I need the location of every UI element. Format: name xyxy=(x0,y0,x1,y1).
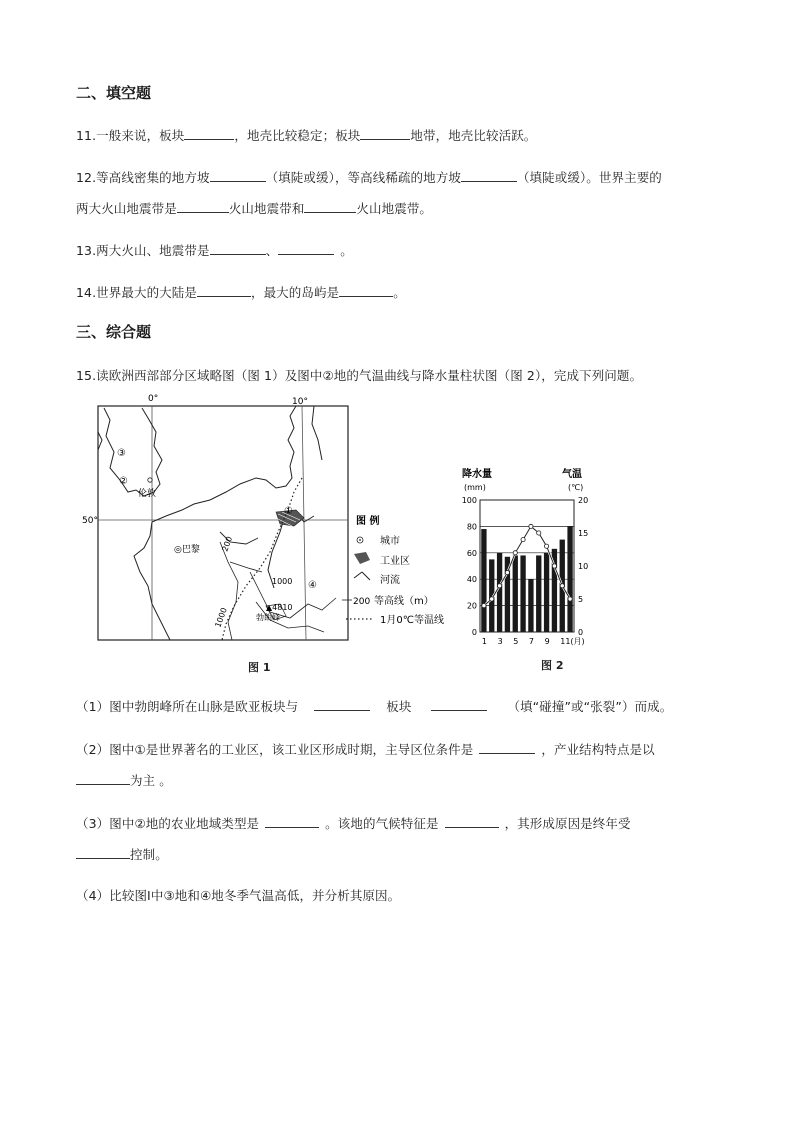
london-label: 伦敦 xyxy=(138,489,157,499)
temperature-point xyxy=(529,524,533,528)
section-fill-title: 二、填空题 xyxy=(76,84,152,102)
temperature-point xyxy=(490,597,494,601)
legend-industry-label: 工业区 xyxy=(380,556,410,567)
y-tick-right: 0 xyxy=(578,628,584,637)
temperature-point xyxy=(537,531,541,535)
answer-blank[interactable] xyxy=(479,742,535,754)
legend-river-label: 河流 xyxy=(380,575,400,586)
question-15-intro: 15.读欧洲西部部分区域略图（图 1）及图中②地的气温曲线与降水量柱状图（图 2），完成下列问题。 xyxy=(76,368,643,383)
answer-blank[interactable] xyxy=(339,285,393,297)
temperature-point xyxy=(513,551,517,555)
x-tick-label: 9 xyxy=(544,637,550,646)
paris-label: ◎巴黎 xyxy=(174,545,200,555)
coast-scandinavia xyxy=(312,406,322,460)
legend-river-icon xyxy=(354,572,370,580)
sub-question-2-line2: 为主 。 xyxy=(76,771,172,789)
question-11: 11.一般来说，板块 ，地壳比较稳定；板块 地带，地壳比较活跃。 xyxy=(76,128,537,143)
section-comprehensive-title: 三、综合题 xyxy=(76,323,152,341)
temperature-point xyxy=(521,538,525,542)
temperature-point xyxy=(497,584,501,588)
y-tick-right: 20 xyxy=(578,496,589,505)
legend-isotherm-label: 1月0℃等温线 xyxy=(380,615,444,626)
y-tick-right: 15 xyxy=(578,529,589,538)
y-tick-left: 40 xyxy=(466,575,477,585)
figure-2-caption: 图 2 xyxy=(541,659,564,672)
y-tick-left: 80 xyxy=(466,522,477,532)
x-tick-label: 11(月) xyxy=(560,637,585,646)
answer-blank[interactable] xyxy=(76,847,130,859)
temperature-point xyxy=(568,597,572,601)
temperature-point xyxy=(552,564,556,568)
sub-question-1: （1）图中勃朗峰所在山脉是欧亚板块与 板块 （填“碰撞”或“张裂”）而成。 xyxy=(76,699,673,714)
legend-contour-value: 200 xyxy=(353,597,371,607)
figure-1-caption: 图 1 xyxy=(248,661,271,674)
climate-chart xyxy=(452,466,602,652)
temperature-line-halo xyxy=(484,526,570,605)
answer-blank[interactable] xyxy=(461,170,517,182)
answer-blank[interactable] xyxy=(197,285,251,297)
precip-bar xyxy=(520,555,525,632)
temperature-point xyxy=(560,584,564,588)
precip-bar xyxy=(536,555,541,632)
question-12-line2: 两大火山地震带是 火山地震带和 火山地震带。 xyxy=(76,201,433,216)
x-tick-label: 5 xyxy=(513,637,519,646)
answer-blank[interactable] xyxy=(278,243,334,255)
lon-label-10: 10° xyxy=(292,397,308,407)
y-tick-right: 5 xyxy=(578,595,584,604)
x-tick-label: 3 xyxy=(497,637,503,646)
legend-title: 图 例 xyxy=(356,516,380,527)
peak-height-label: ▲4810 xyxy=(266,603,293,612)
x-tick-label: 1 xyxy=(481,637,488,646)
answer-blank[interactable] xyxy=(184,128,234,140)
temperature-line xyxy=(484,526,570,605)
answer-blank[interactable] xyxy=(445,816,499,828)
question-13: 13.两大火山、地震带是 、 。 xyxy=(76,243,353,258)
precip-bar xyxy=(513,555,518,632)
sub-question-4: （4）比较图I中③地和④地冬季气温高低，并分析其原因。 xyxy=(76,888,401,903)
temperature-point xyxy=(505,571,509,575)
answer-blank[interactable] xyxy=(76,773,130,785)
sub-question-3-line2: 控制。 xyxy=(76,845,168,863)
question-12-line1: 12.等高线密集的地方坡 （填陡或缓），等高线稀疏的地方坡 （填陡或缓）。世界主要的 xyxy=(76,170,662,185)
precip-bar xyxy=(528,579,533,632)
map-point-2: ② xyxy=(119,476,128,487)
precip-bar xyxy=(497,553,502,632)
right-axis-unit: (℃) xyxy=(568,483,584,492)
lat-label-50: 50° xyxy=(82,516,98,526)
answer-blank[interactable] xyxy=(360,128,410,140)
contour-label-1000a: 1000 xyxy=(272,577,293,586)
answer-blank[interactable] xyxy=(177,201,229,213)
answer-blank[interactable] xyxy=(431,699,487,711)
coast-continent xyxy=(152,406,296,522)
left-axis-title: 降水量 xyxy=(462,469,492,480)
map-point-4: ④ xyxy=(308,580,317,591)
answer-blank[interactable] xyxy=(265,816,319,828)
y-tick-right: 10 xyxy=(578,562,589,571)
meridian-10 xyxy=(302,406,306,640)
peak-name-label: 勃朗峰 xyxy=(256,613,280,622)
map-point-3: ③ xyxy=(117,448,126,459)
y-tick-left: 20 xyxy=(466,601,477,611)
contour-label-200: 200 xyxy=(220,535,235,553)
left-axis-unit: (mm) xyxy=(464,483,486,492)
answer-blank[interactable] xyxy=(210,170,266,182)
legend-industry-icon xyxy=(354,552,370,564)
legend-city-dot xyxy=(359,539,361,541)
coast-britain xyxy=(104,408,162,496)
map-point-1: ① xyxy=(284,506,293,517)
europe-map xyxy=(82,392,455,654)
question-14: 14.世界最大的大陆是 ，最大的岛屿是 。 xyxy=(76,285,406,300)
legend-city-label: 城市 xyxy=(380,536,400,547)
sub-question-2-line1: （2）图中①是世界著名的工业区，该工业区形成时期，主导区位条件是 ，产业结构特点是以 xyxy=(76,742,655,757)
london-city-marker xyxy=(148,478,152,482)
legend-contour-label: 等高线（m） xyxy=(374,596,434,607)
right-axis-title: 气温 xyxy=(562,469,582,480)
lon-label-0: 0° xyxy=(148,394,159,404)
temperature-point xyxy=(482,604,486,608)
answer-blank[interactable] xyxy=(314,699,370,711)
contour-label-1000b: 1000 xyxy=(213,606,229,629)
temperature-point xyxy=(544,544,548,548)
y-tick-left: 60 xyxy=(466,548,477,558)
y-tick-left: 0 xyxy=(471,628,477,637)
precip-bar xyxy=(567,526,572,632)
river-loire xyxy=(230,562,262,572)
answer-blank[interactable] xyxy=(210,243,266,255)
precip-bar xyxy=(481,529,486,632)
sub-question-3-line1: （3）图中②地的农业地域类型是 。该地的气候特征是 ，其形成原因是终年受 xyxy=(76,816,631,831)
answer-blank[interactable] xyxy=(304,201,356,213)
y-tick-left: 100 xyxy=(461,496,477,505)
precip-bar xyxy=(544,553,549,632)
x-tick-label: 7 xyxy=(528,637,535,646)
